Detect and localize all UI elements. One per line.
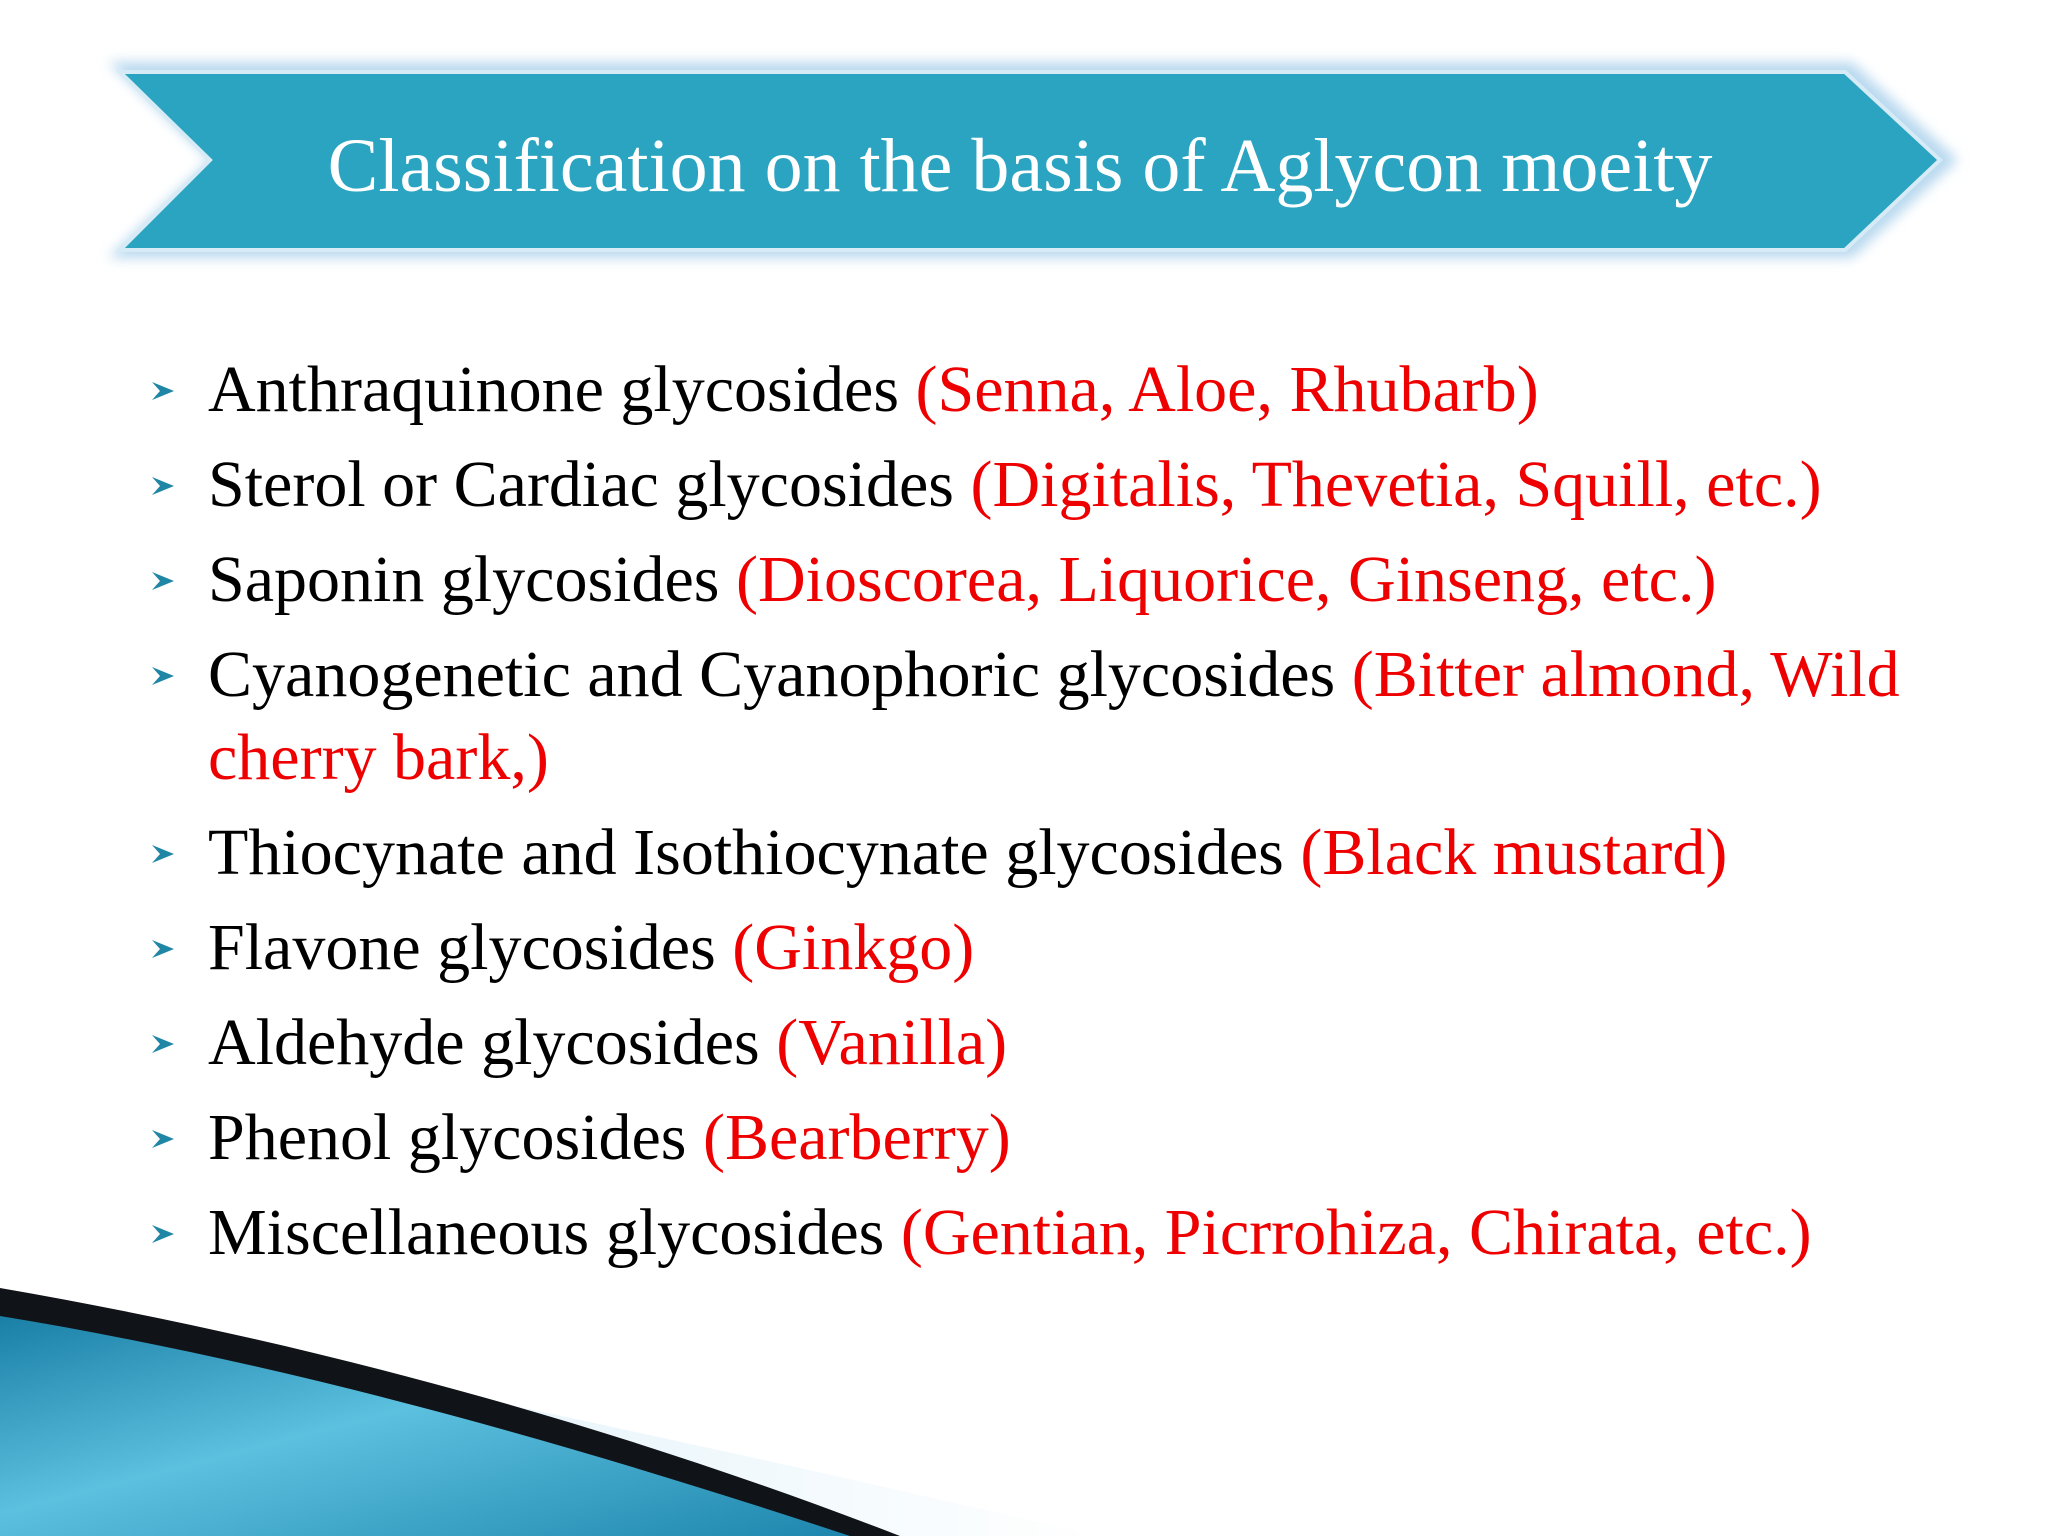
glycoside-class: Flavone glycosides — [208, 911, 716, 984]
glycoside-class: Sterol or Cardiac glycosides — [208, 448, 954, 521]
list-item — [150, 443, 1950, 526]
example-drugs: (Bitter almond, Wild cherry bark,) — [208, 638, 1900, 794]
chevron-arrow-bullet-icon — [150, 473, 176, 499]
list-item — [150, 633, 1950, 799]
chevron-arrow-bullet-icon — [150, 1221, 176, 1247]
example-drugs: (Gentian, Picrrohiza, Chirata, etc.) — [900, 1196, 1812, 1269]
slide-title: Classification on the basis of Aglycon moeity — [327, 124, 1713, 208]
example-drugs: (Black mustard) — [1300, 816, 1728, 889]
glycoside-class: Cyanogenetic and Cyanophoric glycosides — [208, 638, 1336, 711]
list-item — [150, 811, 1950, 894]
glycoside-class: Anthraquinone glycosides — [208, 353, 900, 426]
chevron-arrow-bullet-icon — [150, 378, 176, 404]
glycoside-class: Aldehyde glycosides — [208, 1006, 760, 1079]
list-item — [150, 1191, 1950, 1274]
example-drugs: (Bearberry) — [702, 1101, 1011, 1174]
chevron-arrow-bullet-icon — [150, 841, 176, 867]
list-item — [150, 1096, 1950, 1179]
list-item — [150, 538, 1950, 621]
chevron-arrow-bullet-icon — [150, 936, 176, 962]
glycoside-class: Thiocynate and Isothiocynate glycosides — [208, 816, 1284, 889]
chevron-arrow-bullet-icon — [150, 663, 176, 689]
decorative-corner-swoosh — [0, 1270, 1100, 1536]
list-item — [150, 1001, 1950, 1084]
list-item — [150, 348, 1950, 431]
example-drugs: (Vanilla) — [776, 1006, 1008, 1079]
glycoside-classification-list — [150, 348, 1950, 1286]
list-item — [150, 906, 1950, 989]
example-drugs: (Dioscorea, Liquorice, Ginseng, etc.) — [735, 543, 1717, 616]
glycoside-class: Phenol glycosides — [208, 1101, 687, 1174]
example-drugs: (Ginkgo) — [732, 911, 975, 984]
chevron-arrow-bullet-icon — [150, 1126, 176, 1152]
chevron-arrow-bullet-icon — [150, 1031, 176, 1057]
example-drugs: (Senna, Aloe, Rhubarb) — [915, 353, 1539, 426]
glycoside-class: Miscellaneous glycosides — [208, 1196, 885, 1269]
chevron-arrow-bullet-icon — [150, 568, 176, 594]
example-drugs: (Digitalis, Thevetia, Squill, etc.) — [970, 448, 1822, 521]
glycoside-class: Saponin glycosides — [208, 543, 720, 616]
swoosh-blue-band — [0, 1316, 850, 1536]
